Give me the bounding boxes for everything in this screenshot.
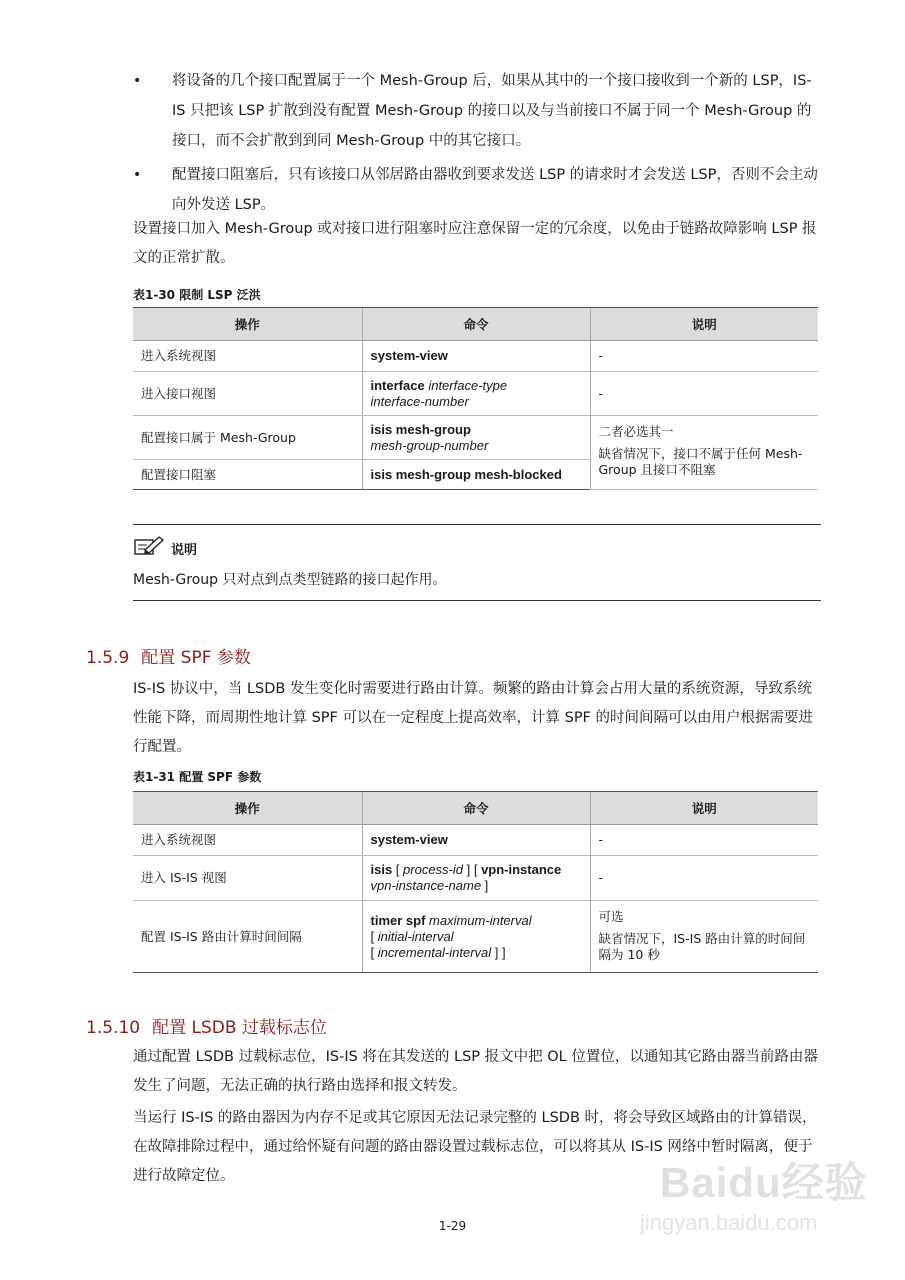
command-cell <box>362 856 590 901</box>
column-header: 命令 <box>362 308 590 341</box>
operation-cell: 配置接口阻塞 <box>133 460 362 490</box>
command-bracket: ] <box>481 878 489 893</box>
command-argument: interface-number <box>370 393 469 409</box>
note-cell: - <box>590 341 818 372</box>
section-heading <box>86 1013 327 1038</box>
operation-cell: 配置接口属于 Mesh-Group <box>133 416 362 460</box>
note-cell: - <box>590 372 818 416</box>
table-row <box>133 901 818 973</box>
note-title: 说明 <box>171 542 198 558</box>
operation-cell: 进入接口视图 <box>133 372 362 416</box>
command-argument: mesh-group-number <box>370 437 489 453</box>
section-paragraph: 通过配置 LSDB 过载标志位，IS-IS 将在其发送的 LSP 报文中把 OL 位置位，以通知其它路由器当前路由器发生了问题，无法正确的执行路由选择和报文转发。 <box>133 1049 818 1094</box>
command-argument: initial-interval <box>377 928 454 944</box>
intro-paragraph: 设置接口加入 Mesh-Group 或对接口进行阻塞时应注意保留一定的冗余度，以免由于链路故障影响 LSP 报文的正常扩散。 <box>133 221 817 266</box>
list-item <box>133 160 821 220</box>
table-row <box>133 825 818 856</box>
command-keyword: isis mesh-group <box>370 421 471 437</box>
column-header: 操作 <box>133 308 362 341</box>
section-paragraph: 当运行 IS-IS 的路由器因为内存不足或其它原因无法记录完整的 LSDB 时，将会导致区域路由的计算错误，在故障排除过程中，通过给怀疑有问题的路由器设置过载标志位，可以将其从 IS-IS 网络中暂时隔离，便于进行故障定位。 <box>133 1110 817 1184</box>
section-number: 1.5.10 <box>86 1018 141 1038</box>
command-cell <box>362 460 590 490</box>
command-bracket: ] [ <box>463 862 482 877</box>
command-bracket: [ <box>392 862 404 877</box>
list-item <box>133 66 821 156</box>
bullet-dot-icon: • <box>133 167 142 183</box>
operation-cell: 配置 IS-IS 路由计算时间间隔 <box>133 901 362 973</box>
note-text: Mesh-Group 只对点到点类型链路的接口起作用。 <box>133 572 447 588</box>
column-header: 操作 <box>133 792 362 825</box>
command-bracket: [ <box>370 944 378 960</box>
command-keyword: system-view <box>370 348 448 363</box>
page-number: 1-29 <box>438 1219 467 1233</box>
command-keyword: interface <box>370 377 425 393</box>
table-row <box>133 856 818 901</box>
section-number: 1.5.9 <box>86 648 130 668</box>
command-keyword: isis mesh-group mesh-blocked <box>370 466 562 482</box>
command-argument: incremental-interval <box>377 944 492 960</box>
table-row <box>133 416 818 460</box>
command-keyword: isis <box>370 862 393 877</box>
operation-cell: 进入系统视图 <box>133 341 362 372</box>
note-cell <box>590 416 818 490</box>
command-argument: process-id <box>403 862 463 877</box>
command-bracket: ] ] <box>491 944 506 960</box>
section-title: 配置 LSDB 过载标志位 <box>152 1018 327 1038</box>
table-row <box>133 341 818 372</box>
watermark-url: jingyan.baidu.com <box>640 1210 818 1235</box>
note-choice: 二者必选其一 <box>598 424 674 439</box>
command-argument: interface-type <box>428 377 508 393</box>
table-lsp-flood <box>133 307 821 490</box>
table-caption: 表1-31 配置 SPF 参数 <box>133 770 262 784</box>
note-cell: - <box>590 856 818 901</box>
note-optional: 可选 <box>598 909 624 924</box>
table-spf-params <box>133 791 821 973</box>
note-default: 缺省情况下，接口不属于任何 Mesh-Group 且接口不阻塞 <box>598 446 803 477</box>
command-cell <box>362 341 590 372</box>
command-keyword: timer spf <box>370 912 426 928</box>
command-cell <box>362 901 590 973</box>
column-header: 说明 <box>590 792 818 825</box>
note-default: 缺省情况下，IS-IS 路由计算的时间间隔为 10 秒 <box>598 931 806 962</box>
note-header <box>133 535 197 561</box>
command-cell <box>362 825 590 856</box>
command-argument: vpn-instance-name <box>370 878 482 893</box>
pencil-note-icon <box>133 535 165 561</box>
operation-cell: 进入系统视图 <box>133 825 362 856</box>
operation-cell: 进入 IS-IS 视图 <box>133 856 362 901</box>
column-header: 说明 <box>590 308 818 341</box>
note-cell: - <box>590 825 818 856</box>
section-paragraph: IS-IS 协议中，当 LSDB 发生变化时需要进行路由计算。频繁的路由计算会占用大量的系统资源，导致系统性能下降，而周期性地计算 SPF 可以在一定程度上提高效率，计算 SPF 的时间间隔可以由用户根据需要进行配置。 <box>133 681 814 755</box>
bullet-list <box>133 66 821 224</box>
command-bracket: [ <box>370 928 378 944</box>
table-caption: 表1-30 限制 LSP 泛洪 <box>133 288 261 302</box>
section-heading <box>86 643 251 668</box>
command-keyword: system-view <box>370 832 448 847</box>
bullet-dot-icon: • <box>133 73 142 89</box>
column-header: 命令 <box>362 792 590 825</box>
table-row <box>133 372 818 416</box>
note-box <box>133 524 821 601</box>
bullet-text: 配置接口阻塞后，只有该接口从邻居路由器收到要求发送 LSP 的请求时才会发送 LSP，否则不会主动向外发送 LSP。 <box>172 167 818 213</box>
command-cell <box>362 372 590 416</box>
note-cell <box>590 901 818 973</box>
command-cell <box>362 416 590 460</box>
watermark-logo: Baidu经验 <box>660 1159 868 1206</box>
section-title: 配置 SPF 参数 <box>141 648 251 668</box>
command-argument: maximum-interval <box>429 912 532 928</box>
bullet-text: 将设备的几个接口配置属于一个 Mesh-Group 后，如果从其中的一个接口接收到一个新的 LSP，IS-IS 只把该 LSP 扩散到没有配置 Mesh-Group 的接口以及与当前接口不属于同一个 Mesh-Group 的接口，而不会扩散到到同 Mesh-Group 中的其它接口。 <box>172 73 812 149</box>
command-keyword: vpn-instance <box>481 862 562 877</box>
